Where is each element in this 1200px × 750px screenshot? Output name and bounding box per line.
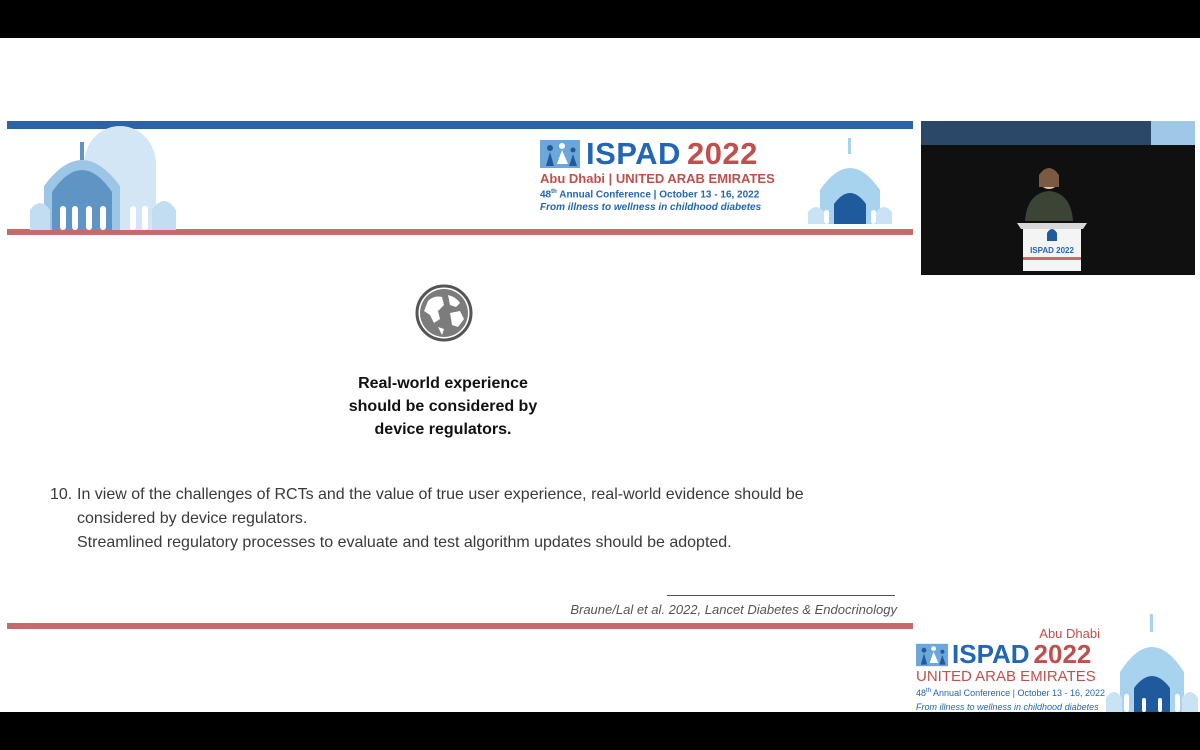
footer-logo-country: UNITED ARAB EMIRATES	[916, 668, 1096, 685]
logo-location: Abu Dhabi | UNITED ARAB EMIRATES	[540, 171, 775, 186]
key-message-line-2: should be considered by	[348, 398, 538, 415]
logo-ispad-text: ISPAD	[586, 136, 681, 171]
footer-logo-ispad-text: ISPAD	[952, 639, 1030, 669]
logo-city: Abu Dhabi	[540, 171, 605, 186]
footer-logo-conference: 48th Annual Conference | October 13 - 16, 2022	[916, 688, 1105, 698]
footer-ispad-logo-icon	[916, 643, 948, 667]
footer-dome-icon	[1106, 614, 1198, 712]
recommendation-number: 10.	[50, 486, 73, 503]
footer-logo-city: Abu Dhabi	[1039, 626, 1100, 641]
presentation-screen	[0, 38, 1200, 712]
recommendation-line-1: In view of the challenges of RCTs and the value of true user experience, real-world evidence should be	[77, 486, 804, 503]
recommendation-item	[50, 483, 870, 555]
ispad-logo-footer	[916, 626, 1106, 712]
logo-conference: 48th Annual Conference | October 13 - 16, 2022	[540, 189, 760, 201]
logo-country: UNITED ARAB EMIRATES	[615, 171, 775, 186]
key-message	[323, 372, 563, 441]
podium-logo: ISPAD 2022	[1030, 246, 1074, 255]
logo-year-text: 2022	[686, 136, 758, 171]
mosque-dome-illustration	[30, 126, 190, 230]
recommendation-line-3: Streamlined regulatory processes to evaluate and test algorithm updates should be adopted.	[77, 534, 732, 551]
footer-logo-tagline: From illness to wellness in childhood diabetes	[916, 702, 1099, 712]
globe-icon	[414, 283, 474, 343]
footer-red-bar	[7, 623, 913, 629]
citation: Braune/Lal et al. 2022, Lancet Diabetes & Endocrinology	[570, 602, 897, 617]
speaker-video-feed	[921, 121, 1195, 275]
ispad-logo-header	[540, 138, 780, 215]
logo-tagline: From illness to wellness in childhood diabetes	[540, 202, 762, 214]
dome-icon	[808, 138, 892, 224]
key-message-line-1: Real-world experience	[358, 375, 528, 392]
ispad-logo-icon	[540, 140, 580, 168]
footer-logo-year-text: 2022	[1033, 639, 1092, 669]
recommendation-line-2: considered by device regulators.	[77, 510, 308, 527]
speaker-video-scene	[921, 121, 1195, 275]
citation-divider	[667, 595, 895, 596]
key-message-line-3: device regulators.	[374, 421, 512, 438]
